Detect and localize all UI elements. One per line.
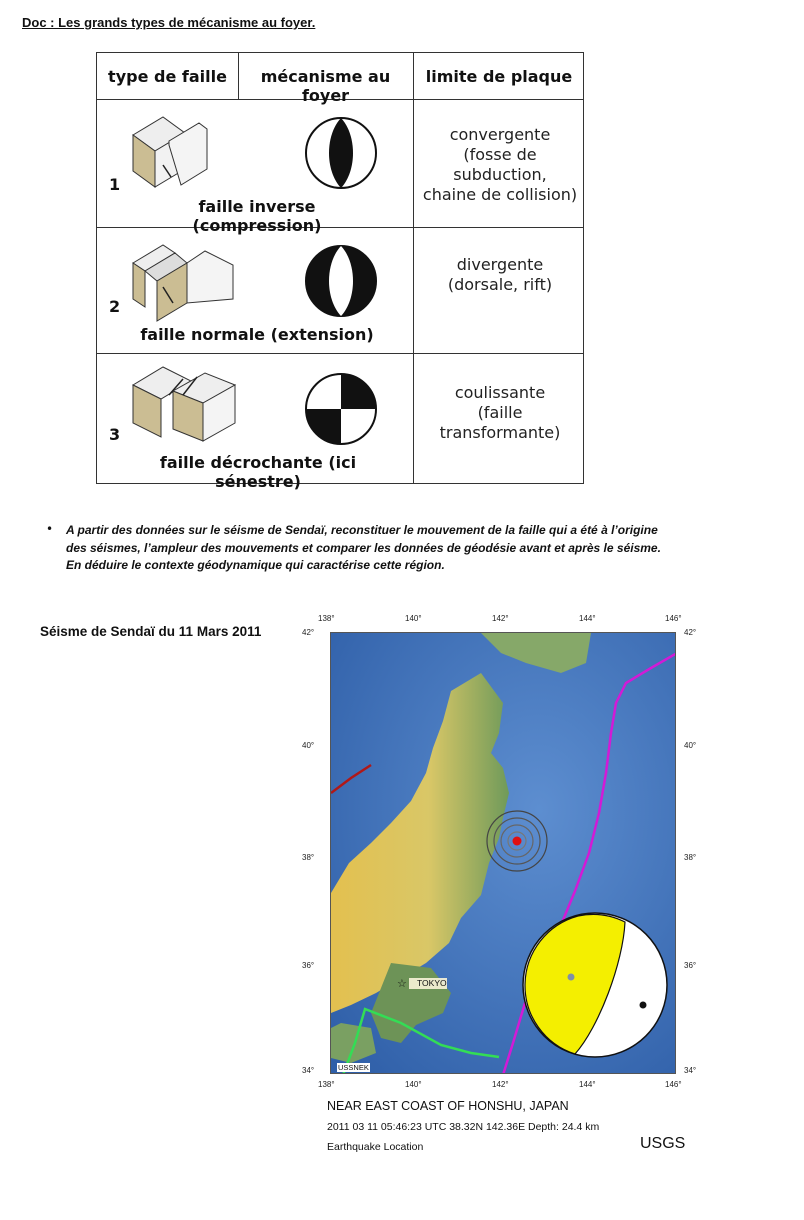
lon-tick: 140° <box>405 1080 422 1089</box>
plate-limit-text <box>415 383 585 443</box>
map-caption-details: 2011 03 11 05:46:23 UTC 38.32N 142.36E Depth: 24.4 km <box>327 1121 600 1133</box>
lon-tick: 144° <box>579 1080 596 1089</box>
plate-limit-text <box>415 125 585 205</box>
table-divider <box>97 353 583 354</box>
lat-tick: 40° <box>684 741 697 750</box>
reverse-beachball-icon <box>303 115 379 191</box>
relief-map <box>331 633 676 1074</box>
sendai-earthquake-map <box>330 632 676 1074</box>
limit-line: convergente <box>449 125 551 144</box>
limit-line: (faille <box>477 403 523 422</box>
map-caption-title: NEAR EAST COAST OF HONSHU, JAPAN <box>327 1099 569 1113</box>
lon-tick: 140° <box>405 614 422 623</box>
strike-slip-fault-block-icon <box>123 365 243 445</box>
limit-line: (fosse de subduction, <box>453 145 547 184</box>
lon-tick: 142° <box>492 1080 509 1089</box>
lon-tick: 138° <box>318 1080 335 1089</box>
lat-tick: 38° <box>684 853 697 862</box>
station-label: USSNEK <box>338 1063 369 1072</box>
lat-tick: 34° <box>684 1066 697 1075</box>
bullet-point: • <box>46 522 54 536</box>
plate-limit-text <box>415 255 585 295</box>
row-number: 2 <box>109 297 121 316</box>
fault-caption: faille inverse (compression) <box>192 197 322 235</box>
normal-fault-block-icon <box>123 243 243 323</box>
doc-title: Doc : Les grands types de mécanisme au foyer. <box>22 15 316 30</box>
lat-tick: 36° <box>302 961 315 970</box>
fault-caption: faille décrochante (ici sénestre) <box>159 453 357 491</box>
lat-tick: 40° <box>302 741 315 750</box>
limit-line: divergente <box>456 255 544 274</box>
limit-line: coulissante <box>454 383 546 402</box>
lon-tick: 146° <box>665 614 682 623</box>
limit-line: chaine de collision) <box>422 185 578 204</box>
lat-tick: 36° <box>684 961 697 970</box>
question-text: A partir des données sur le séisme de Sendaï, reconstituer le mouvement de la faille qui a été à l’origine des séismes, l’ampleur des mouvements et comparer les données de géodésie avant et après le séisme. En déduire le contexte géodynamique qui caractérise cette région. <box>66 523 661 572</box>
focal-mechanism-beachball <box>523 913 667 1057</box>
usgs-source: USGS <box>640 1135 686 1152</box>
limit-line: (dorsale, rift) <box>447 275 553 294</box>
limit-line: transformante) <box>439 423 561 442</box>
header-fault-type: type de faille <box>108 67 227 86</box>
row-number: 3 <box>109 425 121 444</box>
normal-beachball-icon <box>303 243 379 319</box>
lon-tick: 146° <box>665 1080 682 1089</box>
tokyo-label: TOKYO <box>417 978 447 988</box>
header-plate-boundary: limite de plaque <box>425 67 573 86</box>
lat-tick: 42° <box>684 628 697 637</box>
map-caption-type: Earthquake Location <box>327 1141 424 1153</box>
strike-slip-beachball-icon <box>303 371 379 447</box>
lon-tick: 144° <box>579 614 596 623</box>
reverse-fault-block-icon <box>123 115 213 195</box>
fault-mechanism-table <box>96 52 584 491</box>
header-focal-mechanism: mécanisme au foyer <box>260 67 391 105</box>
lon-tick: 142° <box>492 614 509 623</box>
table-divider <box>413 53 414 483</box>
lat-tick: 42° <box>302 628 315 637</box>
tokyo-star-icon: ☆ <box>397 977 407 990</box>
fault-caption: faille normale (extension) <box>140 325 374 344</box>
quake-title: Séisme de Sendaï du 11 Mars 2011 <box>40 624 262 639</box>
lat-tick: 38° <box>302 853 315 862</box>
lat-tick: 34° <box>302 1066 315 1075</box>
row-number: 1 <box>109 175 121 194</box>
lon-tick: 138° <box>318 614 335 623</box>
